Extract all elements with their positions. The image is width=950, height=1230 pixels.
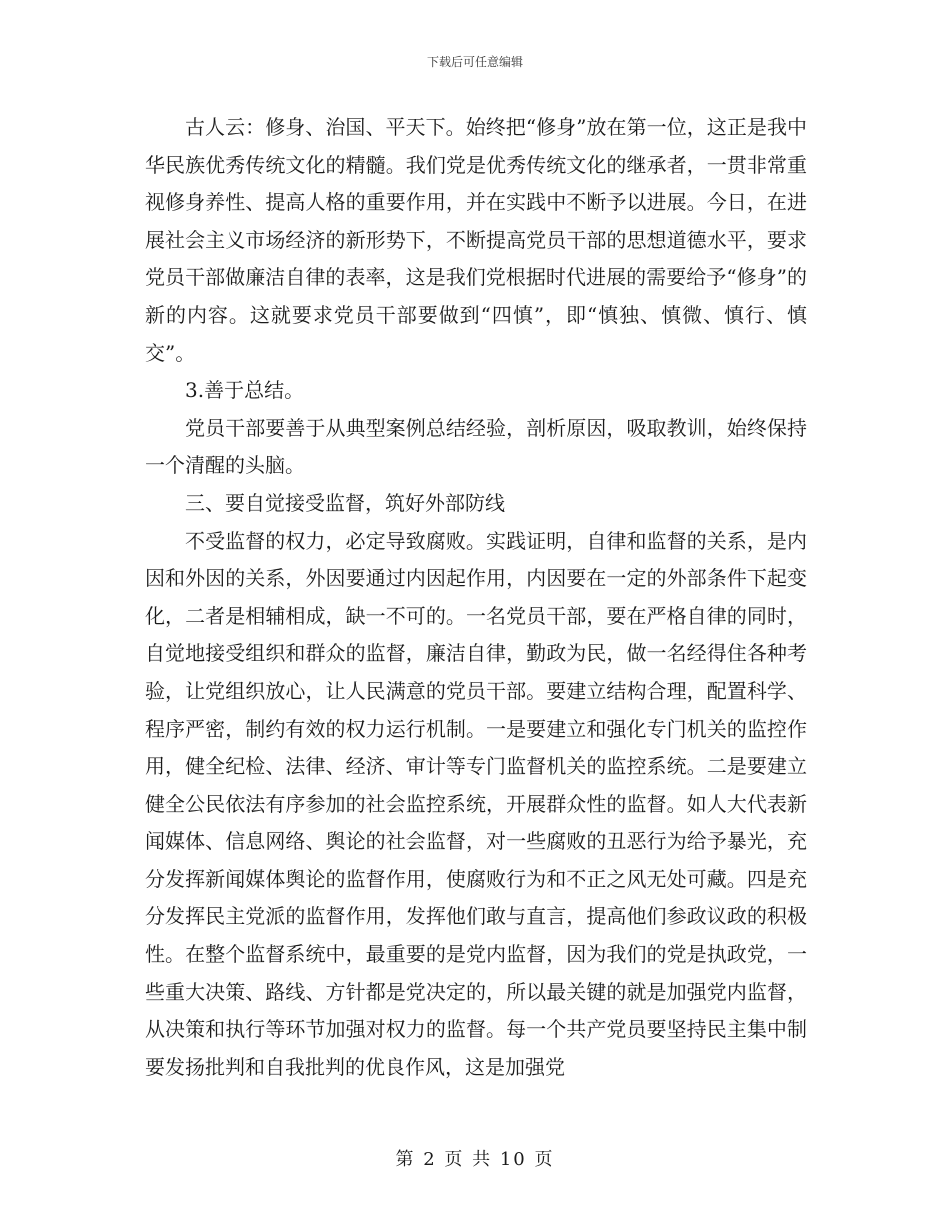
page-header: 下载后可任意编辑 <box>426 55 523 69</box>
paragraph-xiushen: 古人云：修身、治国、平天下。始终把“修身”放在第一位，这正是我中华民族优秀传统文化的精髓。我们党是优秀传统文化的继承者，一贯非常重视修身养性、提高人格的重要作用，并在实践中不断予以进展。今日，在进展社会主义市场经济的新形势下，不断提高党员干部的思想道德水平，要求党员干部做廉洁自律的表率，这是我们党根据时代进展的需要给予“修身”的新的内容。这就要求党员干部要做到“四慎”，即“慎独、慎微、慎行、慎交”。 <box>145 115 807 365</box>
page-footer: 第 2 页 共 10 页 <box>395 1149 555 1170</box>
paragraph-heading-summary: 3.善于总结。 <box>185 378 305 403</box>
section-heading-supervision: 三、要自觉接受监督，筑好外部防线 <box>185 490 505 515</box>
document-body <box>145 109 807 1086</box>
paragraph-summary: 党员干部要善于从典型案例总结经验，剖析原因，吸取教训，始终保持一个清醒的头脑。 <box>145 415 807 478</box>
paragraph-supervision: 不受监督的权力，必定导致腐败。实践证明，自律和监督的关系，是内因和外因的关系，外因要通过内因起作用，内因要在一定的外部条件下起变化，二者是相辅相成，缺一不可的。一名党员干部，要在严格自律的同时，自觉地接受组织和群众的监督，廉洁自律，勤政为民，做一名经得住各种考验，让党组织放心，让人民满意的党员干部。要建立结构合理，配置科学、程序严密，制约有效的权力运行机制。一是要建立和强化专门机关的监控作用，健全纪检、法律、经济、审计等专门监督机关的监控系统。二是要建立健全公民依法有序参加的社会监控系统，开展群众性的监督。如人大代表新闻媒体、信息网络、舆论的社会监督，对一些腐败的丑恶行为给予暴光，充分发挥新闻媒体舆论的监督作用，使腐败行为和不正之风无处可藏。四是充分发挥民主党派的监督作用，发挥他们敢与直言，提高他们参政议政的积极性。在整个监督系统中，最重要的是党内监督，因为我们的党是执政党，一些重大决策、路线、方针都是党决定的，所以最关键的就是加强党内监督，从决策和执行等环节加强对权力的监督。每一个共产党员要坚持民主集中制要发扬批判和自我批判的优良作风，这是加强党 <box>145 528 807 1079</box>
